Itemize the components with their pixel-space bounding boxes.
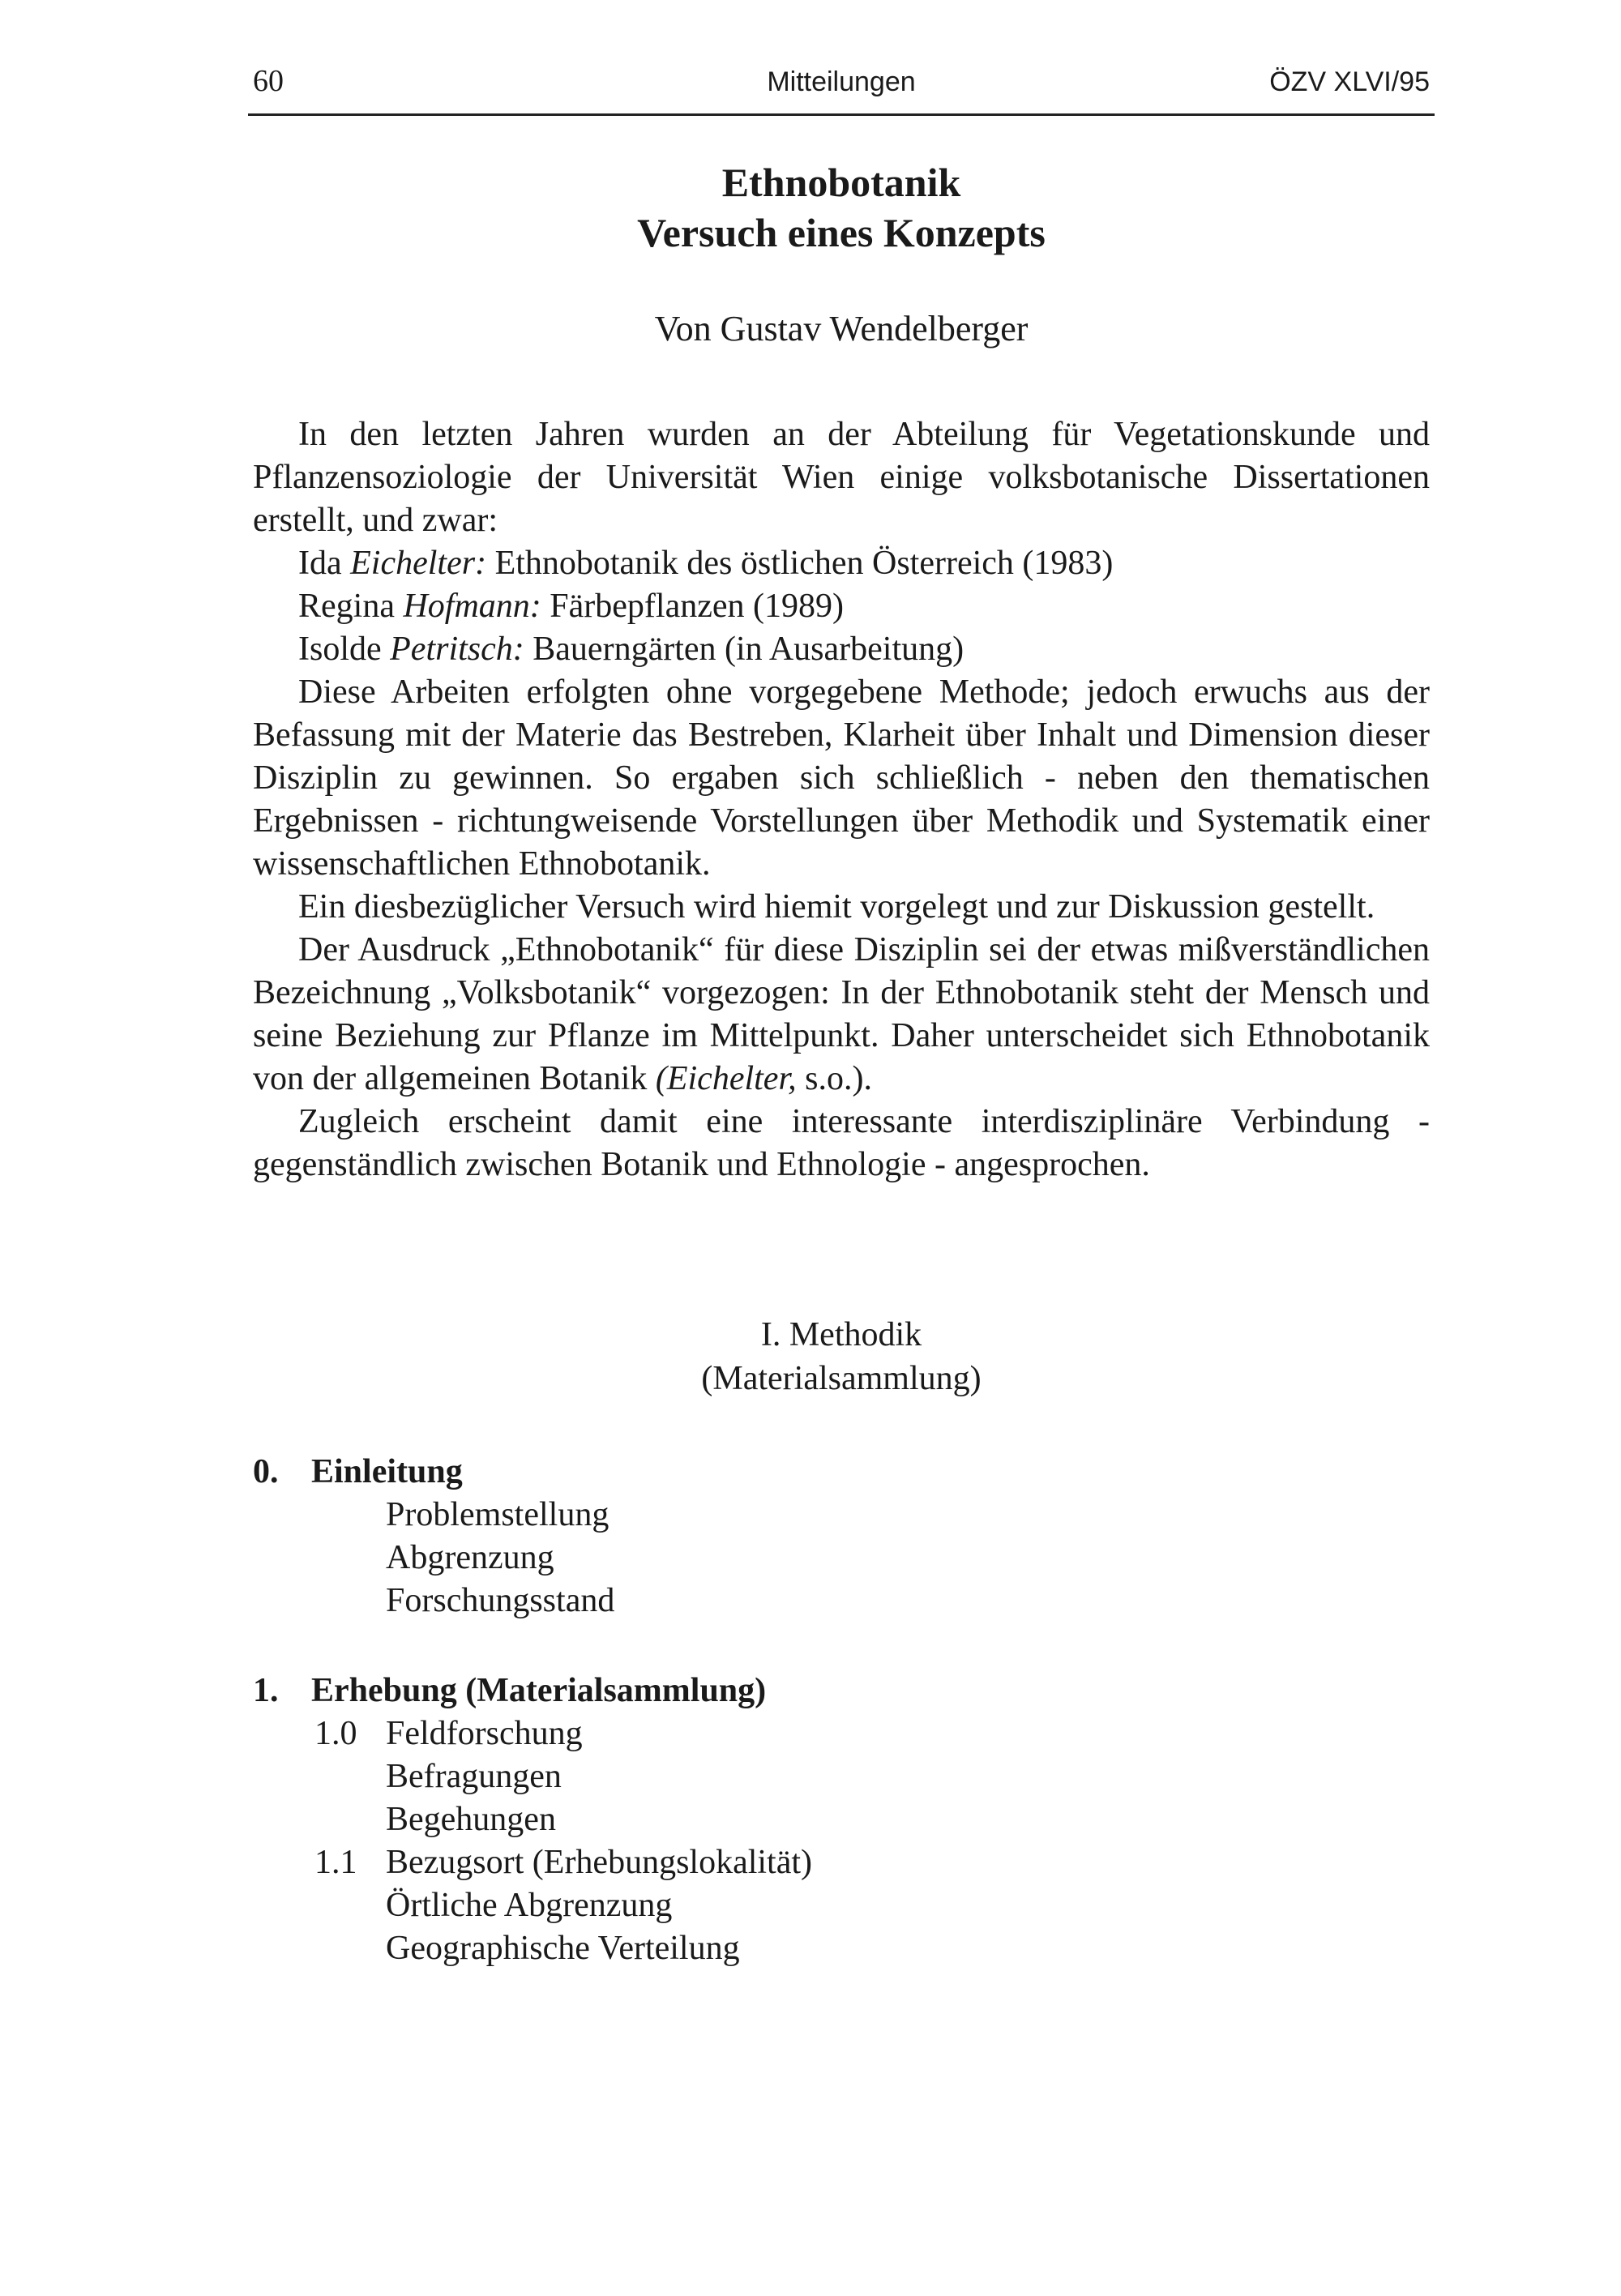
dissertation-item: Ida Eichelter: Ethnobotanik des östlichen Österreich (1983): [298, 545, 1114, 582]
article-subtitle: Versuch eines Konzepts: [637, 210, 1046, 255]
section-subheading: (Materialsammlung): [701, 1360, 982, 1397]
outline-heading: 1. Erhebung (Materialsammlung): [253, 1672, 767, 1709]
article-title: Ethnobotanik: [721, 160, 961, 205]
outline-subheading: 1.0 Feldforschung: [314, 1715, 583, 1752]
paragraph-interdisciplinary: Zugleich erscheint damit eine interessante interdisziplinäre Verbindung - gegenständlich zwischen Botanik und Ethnologie - angesprochen.: [253, 1103, 1430, 1183]
page-number: 60: [253, 64, 284, 98]
outline-section-0: [253, 1451, 614, 1623]
paragraph-methods: Diese Arbeiten erfolgten ohne vorgegebene Methode; jedoch erwuchs aus der Befassung mit der Materie das Bestreben, Klarheit über Inhalt und Dimension dieser Disziplin zu gewinnen. So ergaben sich schließlich - neben den thematischen Ergebnissen - richtungweisende Vorstellungen über Methodik und Systematik einer wissenschaftlichen Ethnobotanik.: [253, 673, 1430, 883]
outline-item: Örtliche Abgrenzung: [386, 1887, 673, 1924]
paragraph-discussion: Ein diesbezüglicher Versuch wird hiemit vorgelegt und zur Diskussion gestellt.: [298, 888, 1375, 926]
outline-item: Geographische Verteilung: [386, 1930, 740, 1967]
outline-subheading: 1.1 Bezugsort (Erhebungslokalität): [314, 1844, 813, 1881]
outline-section-1: [253, 1670, 812, 1970]
journal-reference: ÖZV XLVI/95: [1269, 66, 1430, 97]
outline-item: Befragungen: [386, 1758, 562, 1795]
paragraph-terminology: Der Ausdruck „Ethnobotanik“ für diese Disziplin sei der etwas mißverständlichen Bezeichnung „Volksbotanik“ vorgezogen: In der Ethnobotanik steht der Mensch und seine Beziehung zur Pflanze im Mittelpunkt. Daher unterscheidet sich Ethnobotanik von der allgemeinen Botanik (Eichelter, s.o.).: [253, 931, 1430, 1097]
running-header: [248, 57, 1435, 116]
section-name: Mitteilungen: [767, 66, 916, 97]
article-body: [253, 413, 1430, 1186]
dissertation-item: Regina Hofmann: Färbepflanzen (1989): [298, 588, 844, 625]
citation: (Eichelter,: [655, 1060, 797, 1097]
outline-item: Abgrenzung: [386, 1539, 554, 1576]
outline-heading: 0. Einleitung: [253, 1453, 463, 1490]
dissertation-item: Isolde Petritsch: Bauerngärten (in Ausarbeitung): [298, 631, 964, 668]
outline-item: Problemstellung: [386, 1496, 609, 1533]
outline-item: Forschungsstand: [386, 1582, 615, 1619]
paragraph-intro: In den letzten Jahren wurden an der Abteilung für Vegetationskunde und Pflanzensoziologie der Universität Wien einige volksbotanische Dissertationen erstellt, und zwar:: [253, 416, 1430, 539]
outline-item: Begehungen: [386, 1801, 556, 1838]
section-heading: I. Methodik: [760, 1316, 922, 1353]
article-author: Von Gustav Wendelberger: [654, 309, 1029, 348]
